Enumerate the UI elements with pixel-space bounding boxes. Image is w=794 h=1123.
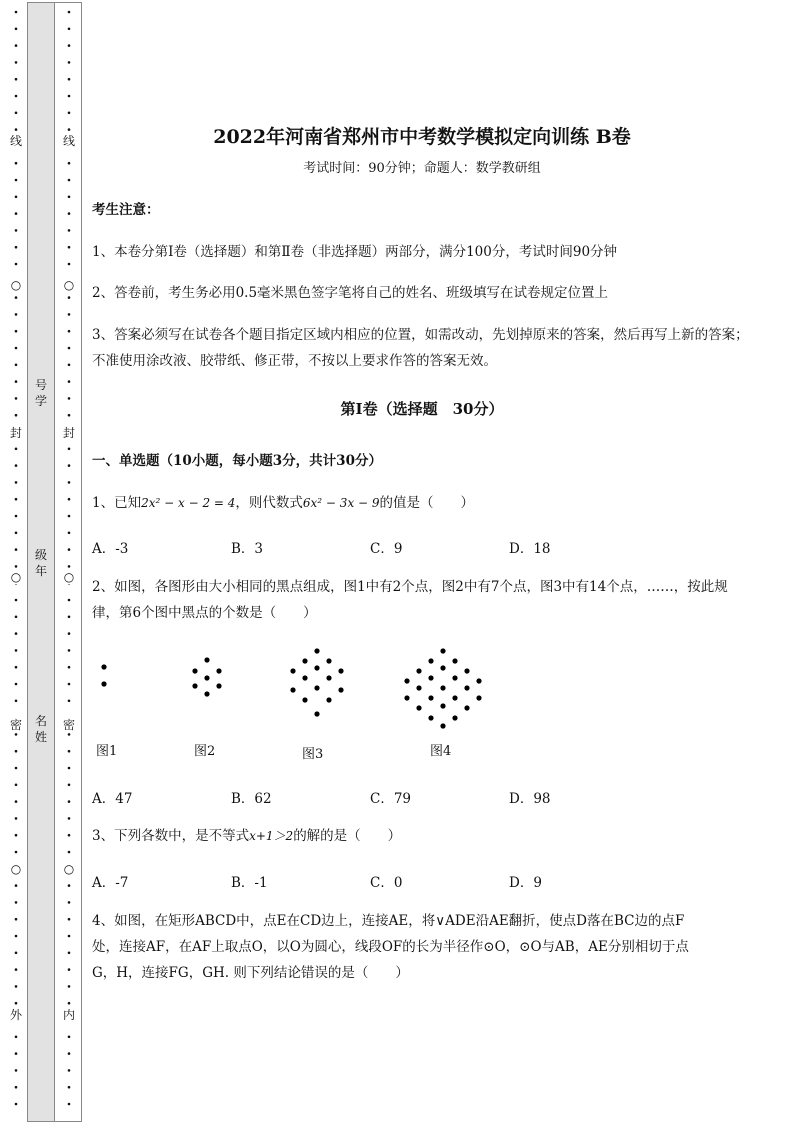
dot (216, 668, 221, 673)
binding-dot (68, 1052, 71, 1055)
binding-dot (68, 968, 71, 971)
binding-dot (15, 179, 18, 182)
binding-dot (15, 44, 18, 47)
outer-dot-column (0, 0, 30, 1123)
binding-dot (15, 296, 18, 299)
field-student-id (28, 377, 54, 409)
figure-4-dots (404, 648, 481, 728)
field-grade-char-1: 级 (34, 548, 47, 562)
binding-dot (68, 78, 71, 81)
outer-mark-circle: ○ (6, 278, 26, 292)
binding-dot (15, 817, 18, 820)
binding-dot (15, 162, 18, 165)
dot (404, 678, 409, 683)
binding-dot (15, 1069, 18, 1072)
binding-dot (15, 112, 18, 115)
figure-1-dots (101, 664, 106, 686)
figure-4-label: 图4 (430, 744, 452, 759)
dot (204, 691, 209, 696)
binding-dot (68, 750, 71, 753)
binding-dot (68, 112, 71, 115)
dot (476, 695, 481, 700)
dot (314, 711, 319, 716)
outer-mark-circle: ○ (6, 862, 26, 876)
dot (428, 695, 433, 700)
binding-dot (15, 212, 18, 215)
binding-dot (68, 296, 71, 299)
outer-mark-circle: ○ (6, 570, 26, 584)
binding-dot (15, 263, 18, 266)
dot (428, 715, 433, 720)
binding-dot (68, 632, 71, 635)
inner-mark-circle: ○ (59, 570, 79, 584)
dot (101, 664, 106, 669)
field-grade-char-2: 年 (34, 564, 47, 578)
binding-dot (68, 918, 71, 921)
binding-dot (68, 834, 71, 837)
binding-dot (15, 935, 18, 938)
dot (314, 665, 319, 670)
binding-dot (15, 414, 18, 417)
binding-dot (15, 884, 18, 887)
inner-mark-line: 线 (59, 132, 79, 149)
binding-dot (15, 548, 18, 551)
field-name-char-2: 姓 (34, 730, 47, 744)
q3-option-a: A．-7 (92, 875, 129, 891)
dot (290, 668, 295, 673)
inner-binding-line (54, 0, 84, 1123)
binding-dot (15, 380, 18, 383)
q3-options (92, 871, 652, 891)
binding-dot (68, 330, 71, 333)
q3-suffix: 的解的是（ ） (293, 828, 402, 844)
dot (440, 648, 445, 653)
binding-dot (68, 498, 71, 501)
q3-option-b: B．-1 (231, 875, 268, 891)
binding-dot (15, 78, 18, 81)
binding-dot (68, 11, 71, 14)
binding-dot (68, 733, 71, 736)
binding-dot (15, 565, 18, 568)
binding-dot (68, 364, 71, 367)
question-4-line-2: 处，连接AF，在AF上取点O，以O为圆心，线段OF的长为半径作⊙O，⊙O与AB，AE分别相切于点 (92, 939, 689, 955)
outer-mark-line: 线 (6, 132, 26, 149)
binding-dot (68, 649, 71, 652)
dot (302, 658, 307, 663)
question-3 (92, 823, 752, 849)
binding-dot (68, 599, 71, 602)
binding-dot (68, 28, 71, 31)
binding-dot (15, 1086, 18, 1089)
dot (464, 705, 469, 710)
dot (440, 703, 445, 708)
q2-options (92, 787, 652, 807)
binding-dot (68, 481, 71, 484)
dot (404, 695, 409, 700)
binding-dot (68, 1086, 71, 1089)
binding-dot (68, 95, 71, 98)
binding-dot (68, 162, 71, 165)
notice-item: 1、本卷分第I卷（选择题）和第Ⅱ卷（非选择题）两部分，满分100分，考试时间90分钟 (92, 244, 618, 260)
question-1 (92, 490, 752, 516)
binding-dot (68, 700, 71, 703)
q1-options (92, 537, 652, 557)
binding-dot (15, 666, 18, 669)
binding-dot (15, 683, 18, 686)
dot (416, 705, 421, 710)
binding-dot (15, 464, 18, 467)
question-2: 2、如图，各图形由大小相同的黑点组成，图1中有2个点，图2中有7个点，图3中有14个点，……，按此规律，第6个图中黑点的个数是（ ） (92, 579, 728, 621)
binding-dot (68, 851, 71, 854)
q1-middle: ，则代数式 (235, 495, 303, 511)
dot (290, 687, 295, 692)
binding-dot (15, 985, 18, 988)
binding-dot (15, 834, 18, 837)
dot (452, 715, 457, 720)
binding-dot (68, 532, 71, 535)
binding-dot (68, 952, 71, 955)
outer-mark-outside: 外 (6, 1006, 26, 1023)
figure-2-label: 图2 (194, 744, 216, 759)
binding-dot (68, 196, 71, 199)
dot (192, 668, 197, 673)
binding-dot (15, 1036, 18, 1039)
field-name (28, 713, 54, 745)
binding-dot (15, 968, 18, 971)
dot (326, 658, 331, 663)
inner-mark-seal: 封 (59, 424, 79, 441)
inner-mark-secret: 密 (59, 716, 79, 733)
binding-dot (68, 800, 71, 803)
binding-dot (68, 380, 71, 383)
binding-dot (68, 884, 71, 887)
binding-dot (68, 1036, 71, 1039)
binding-dot (68, 44, 71, 47)
q3-option-c: C．0 (370, 875, 403, 891)
field-student-id-char-1: 号 (34, 378, 47, 392)
binding-dot (68, 548, 71, 551)
binding-dot (68, 229, 71, 232)
binding-dot (68, 128, 71, 131)
student-info-strip (27, 2, 55, 1122)
binding-dot (68, 1103, 71, 1106)
field-grade (28, 547, 54, 579)
binding-dot (68, 347, 71, 350)
dot (440, 665, 445, 670)
binding-dot (68, 666, 71, 669)
dot (314, 685, 319, 690)
binding-dot (15, 481, 18, 484)
q3-inequality: x+1＞2 (249, 829, 294, 843)
dot (452, 675, 457, 680)
binding-dot (68, 313, 71, 316)
binding-dot (68, 985, 71, 988)
binding-dot (15, 95, 18, 98)
binding-dot (15, 196, 18, 199)
binding-dot (15, 800, 18, 803)
binding-dot (15, 28, 18, 31)
binding-dot (15, 532, 18, 535)
q3-option-d: D．9 (509, 875, 542, 891)
binding-dot (15, 515, 18, 518)
binding-dot (15, 649, 18, 652)
dot (476, 678, 481, 683)
dot (428, 658, 433, 663)
field-name-char-1: 名 (34, 714, 47, 728)
binding-dot (15, 750, 18, 753)
q1-expression: 6x² − 3x − 9 (302, 496, 380, 510)
binding-dot (15, 1002, 18, 1005)
dot (326, 697, 331, 702)
binding-dot (68, 212, 71, 215)
dot (204, 675, 209, 680)
binding-dot (68, 414, 71, 417)
inner-mark-circle: ○ (59, 278, 79, 292)
binding-dot (15, 700, 18, 703)
q1-prefix: 1、已知 (92, 495, 142, 511)
dot (452, 695, 457, 700)
binding-dot (68, 767, 71, 770)
binding-dot (68, 901, 71, 904)
figure-3-dots (290, 648, 343, 716)
notice-item: 2、答卷前，考生务必用0.5毫米黑色签字笔将自己的姓名、班级填写在试卷规定位置上 (92, 285, 609, 301)
page-subtitle: 考试时间：90分钟；命题人：数学教研组 (303, 161, 541, 176)
binding-dot (68, 1069, 71, 1072)
page-title: 2022年河南省郑州市中考数学模拟定向训练 B卷 (213, 126, 631, 148)
part-heading: 一、单选题（10小题，每小题3分，共计30分） (92, 453, 382, 469)
binding-dot (15, 448, 18, 451)
dot (428, 675, 433, 680)
binding-dot (15, 918, 18, 921)
outer-mark-secret: 密 (6, 716, 26, 733)
binding-dot (15, 347, 18, 350)
q1-option-a: A．-3 (92, 541, 129, 557)
question-4-line-1: 4、如图，在矩形ABCD中，点E在CD边上，连接AE，将∨ADE沿AE翻折，使点D落在BC边的点F (92, 913, 685, 929)
binding-dot (15, 11, 18, 14)
inner-mark-circle: ○ (59, 862, 79, 876)
binding-dot (15, 616, 18, 619)
outer-binding-line (0, 0, 30, 1123)
q2-option-c: C．79 (370, 791, 412, 807)
dot (302, 697, 307, 702)
dot (192, 683, 197, 688)
dot (204, 657, 209, 662)
dot (464, 668, 469, 673)
dot (416, 668, 421, 673)
binding-dot (15, 246, 18, 249)
binding-dot (15, 784, 18, 787)
q2-figures (92, 640, 512, 770)
binding-dot (15, 330, 18, 333)
q2-option-a: A．47 (92, 791, 133, 807)
binding-dot (15, 901, 18, 904)
binding-dot (15, 229, 18, 232)
binding-dot (15, 61, 18, 64)
binding-dot (68, 61, 71, 64)
figure-2-dots (192, 657, 221, 696)
binding-dot (68, 246, 71, 249)
binding-dot (68, 1002, 71, 1005)
binding-dot (15, 498, 18, 501)
binding-dot (68, 179, 71, 182)
binding-dot (15, 313, 18, 316)
q1-option-b: B．3 (231, 541, 264, 557)
dot (326, 675, 331, 680)
section-title: 第I卷（选择题 30分） (340, 400, 504, 418)
dot-pattern-figures (92, 640, 512, 740)
binding-dot (15, 364, 18, 367)
inner-mark-inside: 内 (59, 1006, 79, 1023)
q3-prefix: 3、下列各数中，是不等式 (92, 828, 250, 844)
figure-3-label: 图3 (302, 747, 324, 762)
dot (101, 681, 106, 686)
dot (216, 683, 221, 688)
binding-dot (68, 817, 71, 820)
dot (464, 685, 469, 690)
inner-dot-column (54, 0, 84, 1123)
q1-equation: 2x² − x − 2 = 4 (141, 496, 236, 510)
field-student-id-char-2: 学 (34, 394, 47, 408)
q2-option-b: B．62 (231, 791, 272, 807)
binding-dot (68, 515, 71, 518)
binding-dot (68, 935, 71, 938)
dot (338, 687, 343, 692)
outer-mark-seal: 封 (6, 424, 26, 441)
q1-suffix: 的值是（ ） (379, 495, 475, 511)
binding-dot (15, 733, 18, 736)
binding-dot (15, 1103, 18, 1106)
dot (314, 648, 319, 653)
binding-dot (15, 851, 18, 854)
binding-dot (15, 397, 18, 400)
binding-dot (15, 128, 18, 131)
figure-1-label: 图1 (96, 744, 118, 759)
binding-dot (68, 784, 71, 787)
binding-dot (68, 397, 71, 400)
binding-dot (68, 263, 71, 266)
q1-option-d: D．18 (509, 541, 551, 557)
notice-heading: 考生注意： (92, 202, 160, 218)
notice-item: 3、答案必须写在试卷各个题目指定区域内相应的位置，如需改动，先划掉原来的答案，然后再写上新的答案；不准使用涂改液、胶带纸、修正带，不按以上要求作答的答案无效。 (92, 327, 749, 369)
dot (302, 675, 307, 680)
q2-option-d: D．98 (509, 791, 551, 807)
dot (416, 685, 421, 690)
question-4-line-3: G，H，连接FG，GH. 则下列结论错误的是（ ） (92, 965, 409, 981)
binding-dot (15, 632, 18, 635)
binding-dot (68, 464, 71, 467)
dot (440, 685, 445, 690)
binding-dot (68, 683, 71, 686)
binding-dot (68, 616, 71, 619)
dot (440, 723, 445, 728)
binding-dot (15, 1052, 18, 1055)
binding-dot (15, 599, 18, 602)
q1-option-c: C．9 (370, 541, 403, 557)
binding-dot (68, 448, 71, 451)
dot (452, 658, 457, 663)
dot (338, 668, 343, 673)
binding-dot (15, 952, 18, 955)
binding-dot (15, 767, 18, 770)
binding-dot (68, 565, 71, 568)
